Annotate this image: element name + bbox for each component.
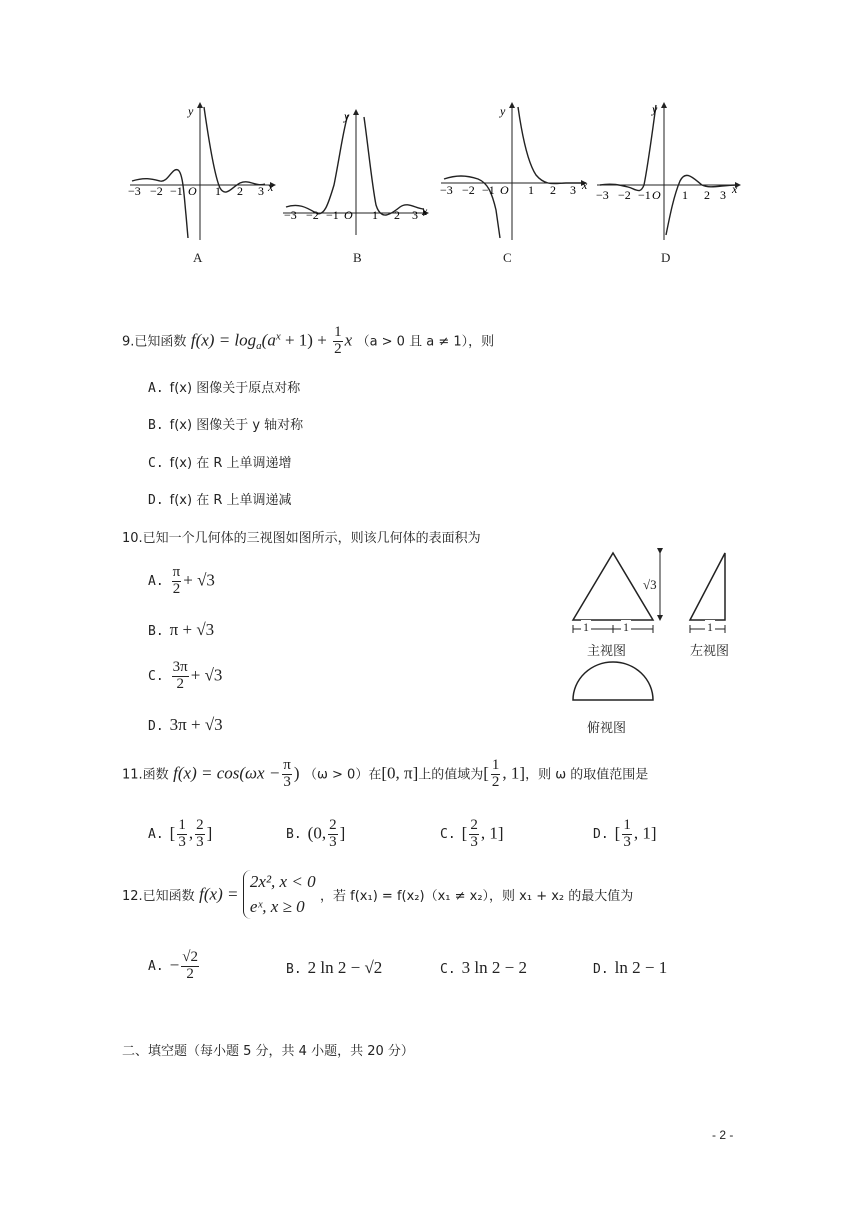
- svg-text:O: O: [652, 188, 661, 202]
- graph-label-b: B: [353, 250, 362, 265]
- svg-text:2: 2: [550, 183, 556, 197]
- svg-text:3: 3: [412, 208, 418, 222]
- q9-option-a[interactable]: A. f(x) 图像关于原点对称: [148, 381, 301, 396]
- question-12-stem: 12.已知函数 f(x) = 2x², x < 0 eˣ, x ≥ 0 ，若 f(x₁) = f(x₂)（x₁ ≠ x₂），则 x₁ + x₂ 的最大值为: [122, 870, 633, 919]
- q12-option-b[interactable]: B. 2 ln 2 − √2: [286, 958, 383, 977]
- svg-text:x: x: [732, 182, 738, 196]
- svg-text:−3: −3: [284, 208, 297, 222]
- q10-option-a[interactable]: A. $\frac{\pi}{2}$ + √3: [148, 564, 215, 597]
- svg-text:3: 3: [720, 188, 726, 202]
- svg-text:−2: −2: [150, 184, 163, 198]
- q11-option-c[interactable]: C. [ $\frac{2}{3}$ , 1]: [440, 817, 504, 850]
- svg-text:2: 2: [704, 188, 710, 202]
- svg-text:−2: −2: [306, 208, 319, 222]
- q9-condition: （a > 0 且 a ≠ 1），则: [356, 334, 495, 350]
- graph-c: [440, 103, 588, 240]
- graph-label-c: C: [503, 250, 512, 265]
- question-10-stem: 10.已知一个几何体的三视图如图所示，则该几何体的表面积为: [122, 531, 481, 546]
- q11-option-a[interactable]: A. [ $\frac{1}{3}$ , $\frac{2}{3}$ ]: [148, 817, 213, 850]
- svg-text:−3: −3: [596, 188, 609, 202]
- svg-text:O: O: [344, 208, 353, 222]
- q12-piecewise: 2x², x < 0 eˣ, x ≥ 0: [243, 870, 316, 919]
- question-9-stem: 9.已知函数 $f(x) = \log_a(a^x + 1)$ + $\frac{1}{2}$ x （a > 0 且 a ≠ 1），则: [122, 324, 495, 357]
- svg-text:1: 1: [528, 183, 534, 197]
- svg-text:x: x: [422, 204, 428, 218]
- graph-d: [596, 102, 740, 240]
- q9-option-b[interactable]: B. f(x) 图像关于 y 轴对称: [148, 418, 304, 433]
- front-dim-1: 1: [583, 620, 589, 634]
- q9-prefix: 9.已知函数: [122, 334, 187, 350]
- q9-fraction: $\frac{1}{2}$: [334, 324, 342, 357]
- svg-text:1: 1: [215, 184, 221, 198]
- q9-option-c[interactable]: C. f(x) 在 R 上单调递增: [148, 456, 292, 471]
- side-dim: 1: [707, 620, 713, 634]
- svg-text:−1: −1: [326, 208, 339, 222]
- top-view-label: 俯视图: [587, 721, 627, 736]
- graph-options-figure: [120, 95, 750, 275]
- svg-text:−1: −1: [170, 184, 183, 198]
- svg-text:−3: −3: [128, 184, 141, 198]
- question-11-stem: 11.函数 f(x) = cos(ωx − $\frac{\pi}{3}$ ) （ω > 0）在[0, π]上的值域为[ $\frac{1}{2}$ , 1]，则 ω 的取值范围是: [122, 757, 649, 790]
- svg-text:y: y: [652, 102, 658, 116]
- svg-text:2: 2: [394, 208, 400, 222]
- q11-option-b[interactable]: B. (0, $\frac{2}{3}$ ]: [286, 817, 346, 850]
- svg-text:−1: −1: [638, 188, 651, 202]
- svg-text:−2: −2: [618, 188, 631, 202]
- svg-text:O: O: [500, 183, 509, 197]
- q10-option-d[interactable]: D. 3π + √3: [148, 715, 223, 734]
- q12-option-c[interactable]: C. 3 ln 2 − 2: [440, 958, 527, 977]
- front-view-triangle: [573, 553, 653, 620]
- graph-a: [128, 103, 275, 240]
- side-view-label: 左视图: [690, 644, 730, 659]
- svg-text:3: 3: [570, 183, 576, 197]
- x-axis-label-a: x: [268, 180, 274, 194]
- height-dim: √3: [643, 577, 657, 592]
- q10-option-c[interactable]: C. $\frac{3\pi}{2}$ + √3: [148, 659, 223, 692]
- svg-text:O: O: [188, 184, 197, 198]
- svg-text:1: 1: [682, 188, 688, 202]
- svg-text:−1: −1: [482, 183, 495, 197]
- graph-label-d: D: [661, 250, 671, 265]
- q9-option-d[interactable]: D. f(x) 在 R 上单调递减: [148, 493, 292, 508]
- q11-option-d[interactable]: D. [ $\frac{1}{3}$ , 1]: [593, 817, 657, 850]
- svg-text:−3: −3: [440, 183, 453, 197]
- svg-text:x: x: [582, 178, 588, 192]
- graph-label-a: A: [193, 250, 203, 265]
- q12-option-a[interactable]: A. − $\frac{√2}{2}$: [148, 949, 198, 982]
- svg-text:y: y: [500, 104, 506, 118]
- front-dim-2: 1: [623, 620, 629, 634]
- front-view-label: 主视图: [587, 644, 627, 659]
- q12-option-d[interactable]: D. ln 2 − 1: [593, 958, 668, 977]
- svg-text:3: 3: [258, 184, 264, 198]
- graph-b: [283, 109, 428, 235]
- y-axis-label-a: y: [188, 104, 194, 118]
- side-view-triangle: [690, 553, 725, 620]
- svg-text:1: 1: [372, 208, 378, 222]
- q10-option-b[interactable]: B. π + √3: [148, 620, 215, 639]
- svg-text:y: y: [344, 109, 350, 123]
- q9-formula: f(x) = log: [190, 330, 257, 350]
- svg-text:2: 2: [237, 184, 243, 198]
- page-number: - 2 -: [712, 1128, 734, 1142]
- top-view-semicircle: [573, 662, 653, 700]
- svg-text:−2: −2: [462, 183, 475, 197]
- section-2-title: 二、填空题（每小题 5 分，共 4 小题，共 20 分）: [122, 1044, 414, 1059]
